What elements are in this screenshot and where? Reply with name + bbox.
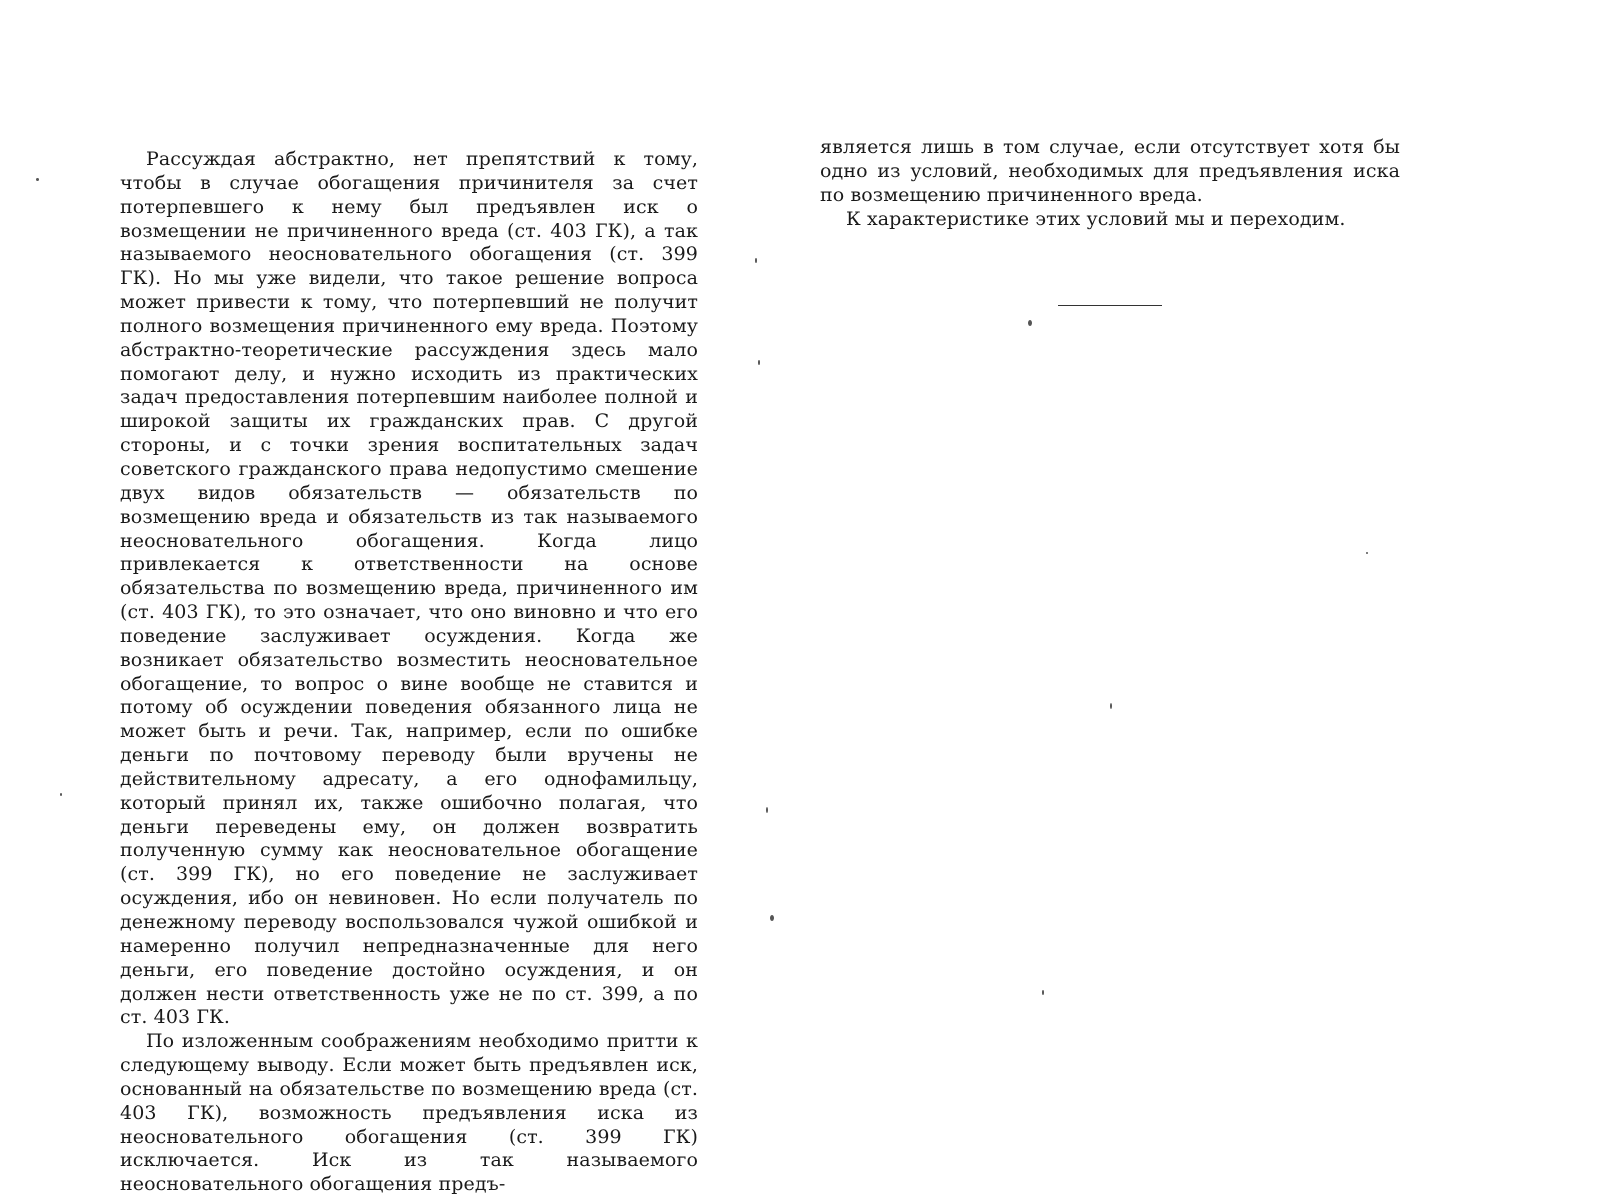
left-page <box>0 0 800 1196</box>
scan-speck <box>1366 552 1368 554</box>
scan-speck <box>1110 703 1112 709</box>
scan-speck <box>36 178 39 181</box>
scan-speck <box>1028 320 1032 326</box>
right-paragraph-closing: К характеристике этих условий мы и переходим. <box>846 207 1346 230</box>
right-paragraph-continuation: является лишь в том случае, если отсутствует хотя бы одно из условий, необходимых для предъявления иска по возмещению причиненного вреда. <box>820 136 1400 206</box>
left-paragraph-2: По изложенным соображениям необходимо притти к следующему выводу. Если может быть предъявлен иск, основанный на обязательстве по возмещению вреда (ст. 403 ГК), возможность предъявления иска из неосновательного обогащения (ст. 399 ГК) исключается. Иск из так называемого неосновательного обогащения предъ- <box>120 1030 698 1196</box>
scan-speck <box>766 807 768 813</box>
scan-speck <box>755 258 757 263</box>
right-page <box>800 0 1600 1179</box>
right-text-column <box>820 136 1400 231</box>
left-paragraph-1: Рассуждая абстрактно, нет препятствий к тому, чтобы в случае обогащения причинителя за счет потерпевшего к нему был предъявлен иск о возмещении не причиненного вреда (ст. 403 ГК), а так называемого неосновательного обогащения (ст. 399 ГК). Но мы уже видели, что такое решение вопроса может привести к тому, что потерпевший не получит полного возмещения причиненного ему вреда. Поэтому абстрактно-теоретические рассуждения здесь мало помогают делу, и нужно исходить из практических задач предоставления потерпевшим наиболее полной и широкой защиты их гражданских прав. С другой стороны, и с точки зрения воспитательных задач советского гражданского права недопустимо смешение двух видов обязательств — обязательств по возмещению вреда и обязательств из так называемого неосновательного обогащения. Когда лицо привлекается к ответственности на основе обязательства по возмещению вреда, причиненного им (ст. 403 ГК), то это означает, что оно виновно и что его поведение заслуживает осуждения. Когда же возникает обязательство возместить неосновательное обогащение, то вопрос о вине вообще не ставится и потому об осуждении поведения обязанного лица не может быть и речи. Так, например, если по ошибке деньги по почтовому переводу были вручены не действительному адресату, а его однофамильцу, который принял их, также ошибочно полагая, что деньги переведены ему, он должен возвратить полученную сумму как неосновательное обогащение (ст. 399 ГК), но его поведение не заслуживает осуждения, ибо он невиновен. Но если получатель по денежному переводу воспользовался чужой ошибкой и намеренно получил непредназначенные для него деньги, его поведение достойно осуждения, и он должен нести ответственность уже не по ст. 399, а по ст. 403 ГК. <box>120 148 698 1029</box>
left-text-column <box>120 148 698 1197</box>
scan-speck <box>770 915 774 921</box>
scan-speck <box>758 360 760 365</box>
scan-speck <box>60 793 62 796</box>
section-end-rule <box>1058 305 1162 306</box>
scan-speck <box>1042 990 1044 995</box>
